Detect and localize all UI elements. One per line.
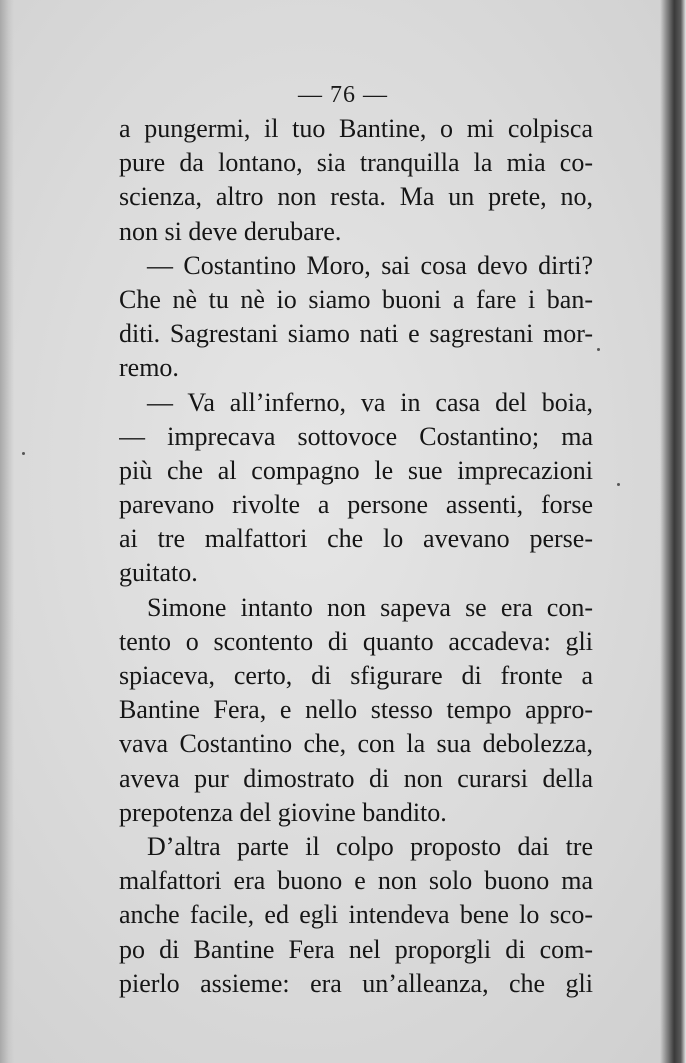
text-line: D’altra parte il colpo proposto dai tre bbox=[147, 831, 593, 861]
text-line: non si deve derubare. bbox=[119, 216, 342, 246]
text-line: prepotenza del giovine bandito. bbox=[119, 797, 447, 827]
text-line: più che al compagno le sue imprecazioni bbox=[119, 455, 593, 485]
text-line: guitato. bbox=[119, 558, 198, 588]
text-line: — Va all’inferno, va in casa del boia, bbox=[147, 387, 593, 417]
body-text bbox=[119, 112, 593, 1001]
text-line: Simone intanto non sapeva se era con- bbox=[147, 592, 593, 622]
paper-speck bbox=[597, 348, 600, 351]
paper-speck bbox=[22, 452, 25, 455]
text-line: — Costantino Moro, sai cosa devo dirti? bbox=[147, 250, 593, 280]
text-line: anche facile, ed egli intendeva bene lo sco- bbox=[119, 900, 593, 930]
text-line: pierlo assieme: era un’alleanza, che gli bbox=[119, 968, 593, 998]
text-line: — imprecava sottovoce Costantino; ma bbox=[119, 421, 593, 451]
text-line: vava Costantino che, con la sua debolezza, bbox=[119, 729, 593, 759]
page-right-edge-shadow bbox=[660, 0, 686, 1063]
text-line: spiaceva, certo, di sfigurare di fronte a bbox=[119, 661, 593, 690]
text-line: tento o scontento di quanto accadeva: gli bbox=[119, 626, 593, 656]
text-line: malfattori era buono e non solo buono ma bbox=[119, 866, 593, 896]
text-line: diti. Sagrestani siamo nati e sagrestani mor- bbox=[119, 319, 593, 349]
text-line: po di Bantine Fera nel proporgli di com- bbox=[119, 934, 593, 964]
page-left-edge bbox=[0, 0, 14, 1063]
text-line: a pungermi, il tuo Bantine, o mi colpisca bbox=[119, 114, 593, 143]
text-line: ai tre malfattori che lo avevano perse- bbox=[119, 524, 593, 554]
text-line: aveva pur dimostrato di non curarsi della bbox=[119, 763, 593, 793]
paper-speck bbox=[617, 483, 620, 486]
text-line: parevano rivolte a persone assenti, forse bbox=[119, 490, 593, 520]
text-line: pure da lontano, sia tranquilla la mia co- bbox=[119, 148, 593, 178]
text-line: Che nè tu nè io siamo buoni a fare i ban- bbox=[119, 284, 593, 314]
page-number: — 76 — bbox=[298, 82, 388, 108]
text-line: scienza, altro non resta. Ma un prete, no, bbox=[119, 182, 593, 212]
text-line: remo. bbox=[119, 353, 179, 383]
text-line: Bantine Fera, e nello stesso tempo appro- bbox=[119, 695, 593, 725]
